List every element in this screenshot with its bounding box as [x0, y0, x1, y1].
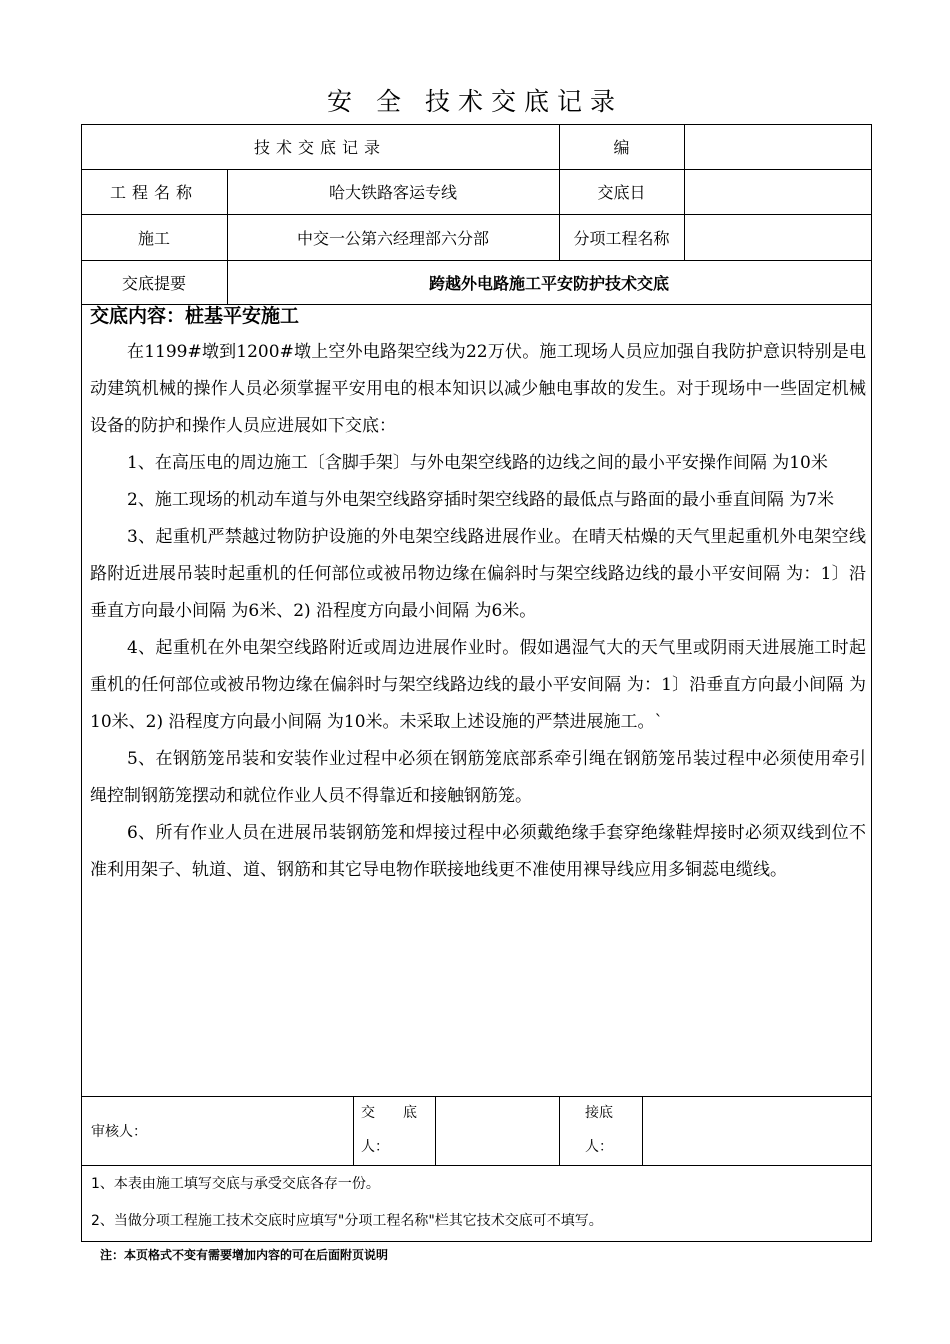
- page-title: 安 全 技术交底记录: [327, 87, 623, 116]
- column-divider: [559, 1096, 560, 1166]
- project-name-label: 工程名称: [109, 183, 198, 202]
- content-paragraph: 5、在钢筋笼吊装和安装作业过程中必须在钢筋笼底部系牵引绳在钢筋笼吊装过程中必须使用牵引绳控制钢筋笼摆动和就位作业人员不得靠近和接触钢筋笼。: [90, 749, 866, 806]
- content-paragraph: 4、起重机在外电架空线路附近或周边进展作业时。假如遇湿气大的天气里或阴雨天进展施工时起重机的任何部位或被吊物边缘在偏斜时与架空线路边线的最小平安间隔 为：1〕沿垂直方向最小间隔 为10米、2) 沿程度方向最小间隔 为10米。未采取上述设施的严禁进展施工。`: [90, 638, 866, 732]
- sub-project-name-label: 分项工程名称: [573, 228, 670, 248]
- receiver-label-bottom: 人：: [585, 1139, 613, 1155]
- sub-project-name-value[interactable]: [684, 214, 871, 260]
- disclosure-content: [90, 302, 866, 889]
- reviewer-signature-field[interactable]: [227, 1096, 353, 1166]
- content-paragraph: 6、所有作业人员在进展吊装钢筋笼和焊接过程中必须戴绝缘手套穿绝缘鞋焊接时必须双线到位不准利用架子、轨道、道、钢筋和其它导电物作联接地线更不准使用裸导线应用多铜蕊电缆线。: [90, 823, 866, 880]
- construction-unit-value: 中交一公第六经理部六分部: [296, 228, 489, 248]
- content-paragraph: 1、在高压电的周边施工〔含脚手架〕与外电架空线路的边线之间的最小平安操作间隔 为10米: [127, 453, 828, 473]
- content-heading: 交底内容：桩基平安施工: [90, 305, 300, 327]
- footer-note-2: 2、当做分项工程施工技术交底时应填写"分项工程名称"栏其它技术交底可不填写。: [91, 1213, 603, 1229]
- table-border-bottom: [81, 1241, 872, 1242]
- summary-value: 跨越外电路施工平安防护技术交底: [428, 273, 669, 293]
- content-paragraph: 3、起重机严禁越过物防护设施的外电架空线路进展作业。在晴天枯燥的天气里起重机外电架空线路附近进展吊装时起重机的任何部位或被吊物边缘在偏斜时与架空线路边线的最小平安间隔 为：1〕沿垂直方向最小间隔 为6米、2) 沿程度方向最小间隔 为6米。: [90, 527, 866, 621]
- summary-label: 交底提要: [121, 273, 186, 293]
- handover-date-label: 交底日: [597, 183, 646, 202]
- handover-person-label-top: 交 底: [361, 1105, 417, 1121]
- column-divider: [353, 1096, 354, 1166]
- content-paragraph: 在1199#墩到1200#墩上空外电路架空线为22万伏。施工现场人员应加强自我防护意识特别是电动建筑机械的操作人员必须掌握平安用电的根本知识以减少触电事故的发生。对于现场中一些固定机械设备的防护和操作人员应进展如下交底：: [90, 342, 866, 436]
- receiver-label-top: 接底: [585, 1105, 613, 1121]
- table-border-right: [871, 124, 872, 1242]
- disclosure-form-table: [81, 124, 872, 1242]
- handover-person-label-bottom: 人：: [361, 1139, 389, 1155]
- page-note: 注：本页格式不变有需要增加内容的可在后面附页说明: [100, 1248, 389, 1262]
- content-paragraph: 2、施工现场的机动车道与外电架空线路穿插时架空线路的最低点与路面的最小垂直间隔 为7米: [127, 490, 835, 510]
- handover-person-signature-field[interactable]: [435, 1096, 559, 1166]
- footer-note-1: 1、本表由施工填写交底与承受交底各存一份。: [91, 1176, 380, 1192]
- serial-number-label: 编: [613, 138, 630, 157]
- project-name-value: 哈大铁路客运专线: [328, 183, 457, 202]
- serial-number-value[interactable]: [684, 124, 871, 169]
- construction-unit-label: 施工: [137, 228, 170, 248]
- receiver-signature-field[interactable]: [642, 1096, 871, 1166]
- handover-date-value[interactable]: [684, 169, 871, 214]
- reviewer-label: 审核人：: [91, 1124, 147, 1140]
- form-title-label: 技术交底记录: [253, 138, 386, 157]
